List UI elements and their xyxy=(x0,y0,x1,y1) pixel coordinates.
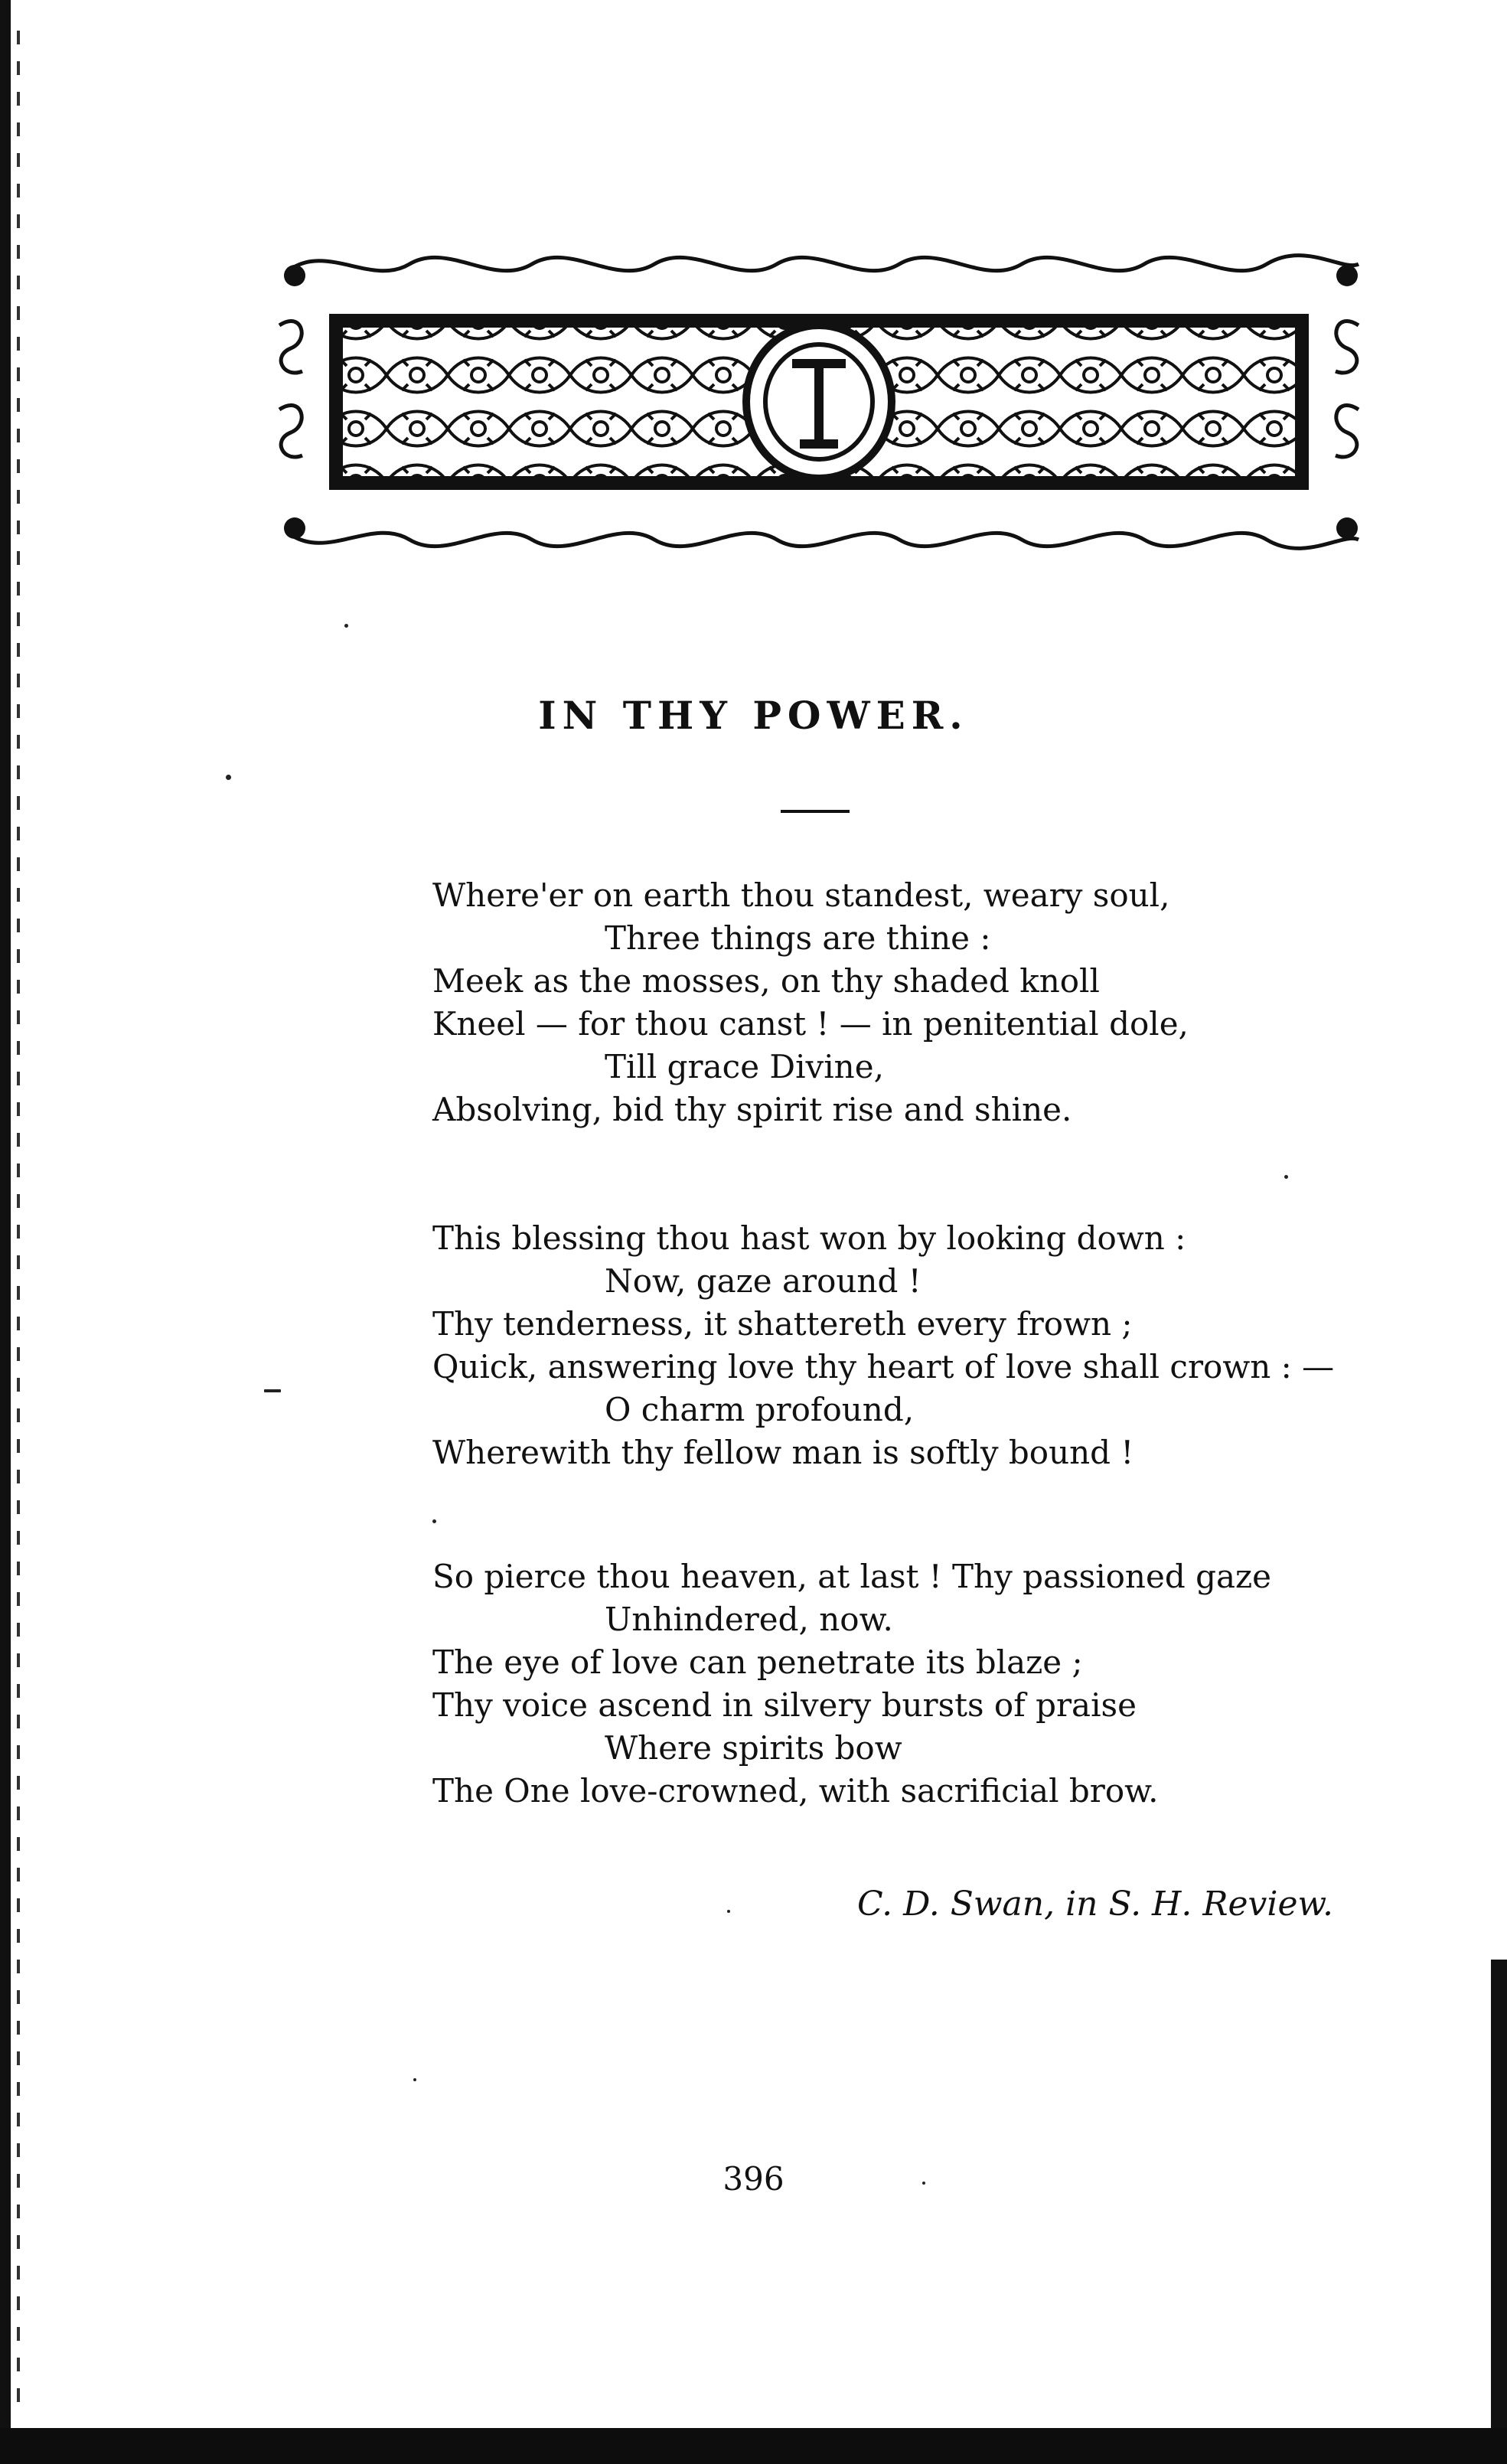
page-edge-left xyxy=(0,0,11,2464)
poem-line: The One love-crowned, with sacrificial brow. xyxy=(432,1772,1159,1810)
scan-speck xyxy=(922,2182,925,2185)
stanza-2 xyxy=(432,1217,1334,1474)
page-edge-shadow xyxy=(17,31,20,2404)
poem-title: IN THY POWER. xyxy=(538,693,969,738)
poem-line: Absolving, bid thy spirit rise and shine. xyxy=(432,1091,1072,1128)
scan-speck xyxy=(432,1519,436,1523)
scan-speck xyxy=(413,2078,416,2081)
poem-line: Unhindered, now. xyxy=(605,1601,893,1638)
scan-speck xyxy=(264,1389,281,1392)
poem-line: Where spirits bow xyxy=(605,1729,902,1767)
poem-line: Meek as the mosses, on thy shaded knoll xyxy=(432,962,1100,1000)
page-number: 396 xyxy=(723,2160,784,2198)
poem-line: So pierce thou heaven, at last ! Thy passioned gaze xyxy=(432,1558,1271,1595)
title-divider xyxy=(781,810,850,813)
poem-line: Thy tenderness, it shattereth every frown ; xyxy=(432,1305,1133,1343)
poem-line: Till grace Divine, xyxy=(605,1048,884,1085)
page-edge-bottom xyxy=(0,2428,1507,2464)
poem-line: Quick, answering love thy heart of love shall crown : — xyxy=(432,1348,1335,1385)
poem-line: The eye of love can penetrate its blaze ; xyxy=(432,1643,1083,1681)
poem-line: Wherewith thy fellow man is softly bound ! xyxy=(432,1434,1134,1471)
poem-line: O charm profound, xyxy=(605,1391,915,1428)
stanza-1 xyxy=(432,874,1189,1131)
poem-line: This blessing thou hast won by looking down : xyxy=(432,1219,1186,1257)
poem-line: Thy voice ascend in silvery bursts of praise xyxy=(432,1686,1137,1724)
poem-line: Three things are thine : xyxy=(605,919,991,957)
poem-line: Kneel — for thou canst ! — in penitential dole, xyxy=(432,1005,1189,1043)
ornamental-headpiece-icon xyxy=(264,241,1374,563)
scan-speck xyxy=(226,775,231,780)
scan-speck xyxy=(727,1910,730,1913)
poem-line: Where'er on earth thou standest, weary soul, xyxy=(432,876,1170,914)
poem-line: Now, gaze around ! xyxy=(605,1262,921,1300)
stanza-3 xyxy=(432,1555,1271,1813)
poem-attribution: C. D. Swan, in S. H. Review. xyxy=(857,1885,1333,1924)
scan-speck xyxy=(1284,1175,1288,1179)
scan-speck xyxy=(344,624,348,628)
